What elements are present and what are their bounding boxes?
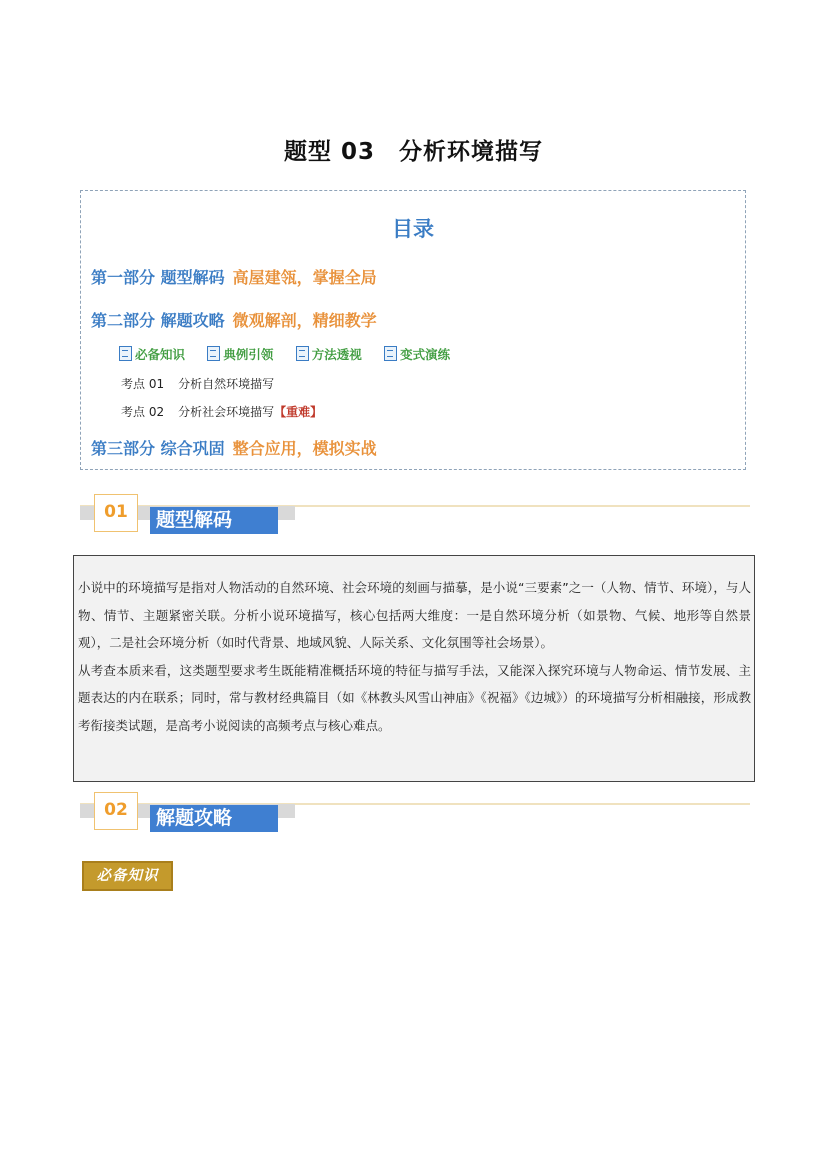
toc-part-label: 第一部分 题型解码 [91, 268, 225, 287]
kaodian-label: 考点 02 [121, 405, 165, 419]
section-banner-01 [80, 492, 750, 536]
page-title: 题型 03 分析环境描写 [283, 139, 543, 165]
section-number: 02 [94, 792, 138, 830]
section-label: 题型解码 [150, 507, 278, 534]
toc-part-label: 第三部分 综合巩固 [91, 439, 225, 458]
section-banner-02 [80, 790, 750, 834]
toc-kaodian-1[interactable] [121, 375, 274, 392]
toc-part-2[interactable] [91, 308, 377, 331]
section-label: 解题攻略 [150, 805, 278, 832]
bibei-zhishi-badge: 必备知识 [82, 861, 173, 891]
intro-paragraph-2: 从考查本质来看，这类题型要求考生既能精准概括环境的特征与描写手法，又能深入探究环境与人物命运、情节发展、主题表达的内在联系；同时，常与教材经典篇目（如《林教头风雪山神庙》《祝福》《边城》）的环境描写分析相融接，形成教考衔接类试题，是高考小说阅读的高频考点与核心难点。 [78, 662, 751, 733]
kaodian-tag: 【重难】 [274, 405, 323, 419]
kaodian-title: 分析自然环境描写 [178, 377, 275, 391]
toc-heading: 目录 [392, 217, 434, 241]
toc-tab-dianli[interactable]: 典例引领 [207, 345, 273, 363]
toc-kaodian-2[interactable] [121, 403, 322, 420]
intro-box [73, 555, 755, 782]
table-of-contents [80, 190, 746, 470]
toc-part-tag: 高屋建瓴，掌握全局 [232, 268, 377, 287]
kaodian-label: 考点 01 [121, 377, 165, 391]
kaodian-title: 分析社会环境描写 [178, 405, 275, 419]
toc-part-tag: 整合应用，模拟实战 [232, 439, 377, 458]
document-icon [384, 346, 397, 361]
toc-tab-fangfa[interactable]: 方法透视 [296, 345, 362, 363]
section-number: 01 [94, 494, 138, 532]
document-icon [207, 346, 220, 361]
toc-part-tag: 微观解剖，精细教学 [232, 311, 377, 330]
document-icon [119, 346, 132, 361]
intro-paragraph-1: 小说中的环境描写是指对人物活动的自然环境、社会环境的刻画与描摹，是小说“三要素”之一（人物、情节、环境），与人物、情节、主题紧密关联。分析小说环境描写，核心包括两大维度：一是自然环境分析（如景物、气候、地形等自然景观），二是社会环境分析（如时代背景、地域风貌、人际关系、文化氛围等社会场景）。 [78, 580, 751, 650]
toc-tab-bianshi[interactable]: 变式演练 [384, 345, 450, 363]
toc-part-3[interactable] [91, 436, 377, 459]
document-icon [296, 346, 309, 361]
toc-part-1[interactable] [91, 265, 377, 288]
toc-part-label: 第二部分 解题攻略 [91, 311, 225, 330]
toc-tabs [119, 345, 468, 363]
toc-tab-bibei[interactable]: 必备知识 [119, 345, 185, 363]
